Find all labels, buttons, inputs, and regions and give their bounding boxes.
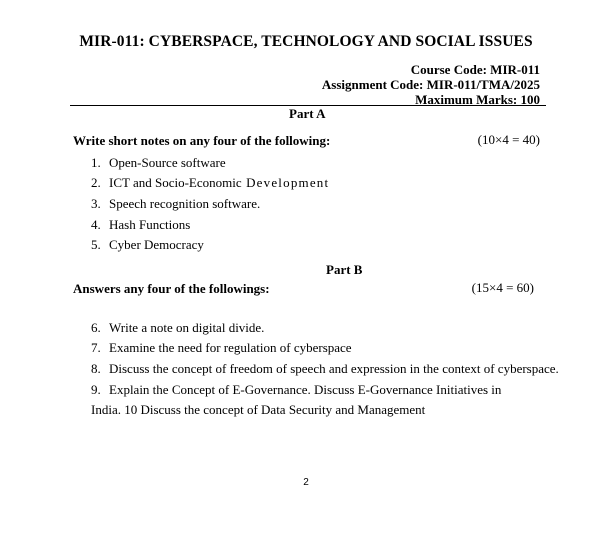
list-item bbox=[91, 237, 204, 253]
item-text: Write a note on digital divide. bbox=[109, 320, 265, 335]
item-number: 6. bbox=[91, 320, 101, 335]
item-text: Examine the need for regulation of cyberspace bbox=[109, 340, 352, 355]
list-item bbox=[91, 382, 501, 398]
item-number: 8. bbox=[91, 361, 101, 376]
list-item bbox=[91, 217, 190, 233]
item-number: 9. bbox=[91, 382, 101, 397]
item-number: 7. bbox=[91, 340, 101, 355]
page-number: 2 bbox=[303, 477, 309, 488]
list-item bbox=[91, 155, 226, 171]
maximum-marks: Maximum Marks: 100 bbox=[415, 92, 540, 107]
item-text: ICT and Socio-Economic bbox=[109, 175, 242, 190]
list-item bbox=[91, 196, 260, 212]
list-item bbox=[91, 361, 559, 377]
part-b-instruction: Answers any four of the followings: bbox=[73, 281, 270, 296]
item-text: Speech recognition software. bbox=[109, 196, 261, 211]
list-item bbox=[91, 320, 264, 336]
list-item bbox=[91, 175, 329, 191]
part-a-heading: Part A bbox=[289, 106, 326, 121]
course-code: Course Code: MIR-011 bbox=[410, 62, 540, 77]
item-number: 1. bbox=[91, 155, 101, 170]
item-text: Open-Source software bbox=[109, 155, 226, 170]
part-a-marks: (10×4 = 40) bbox=[477, 132, 540, 147]
item-text: Cyber Democracy bbox=[109, 237, 204, 252]
list-item-continuation: India. 10 Discuss the concept of Data Security and Management bbox=[91, 402, 426, 417]
item-number: 3. bbox=[91, 196, 101, 211]
part-b-marks: (15×4 = 60) bbox=[471, 280, 534, 295]
item-text: Hash Functions bbox=[109, 217, 191, 232]
part-b-heading: Part B bbox=[326, 262, 363, 277]
list-item bbox=[91, 340, 352, 356]
item-text: Discuss the concept of freedom of speech and expression in the context of cyberspace. bbox=[109, 361, 559, 376]
part-a-instruction: Write short notes on any four of the following: bbox=[73, 133, 331, 148]
item-text-spaced: Development bbox=[241, 175, 330, 190]
item-text: Explain the Concept of E-Governance. Discuss E-Governance Initiatives in bbox=[109, 382, 502, 397]
document-title: MIR-011: CYBERSPACE, TECHNOLOGY AND SOCIAL ISSUES bbox=[79, 33, 533, 50]
item-number: 4. bbox=[91, 217, 101, 232]
assignment-code: Assignment Code: MIR-011/TMA/2025 bbox=[321, 77, 540, 92]
item-number: 5. bbox=[91, 237, 101, 252]
item-number: 2. bbox=[91, 175, 101, 190]
